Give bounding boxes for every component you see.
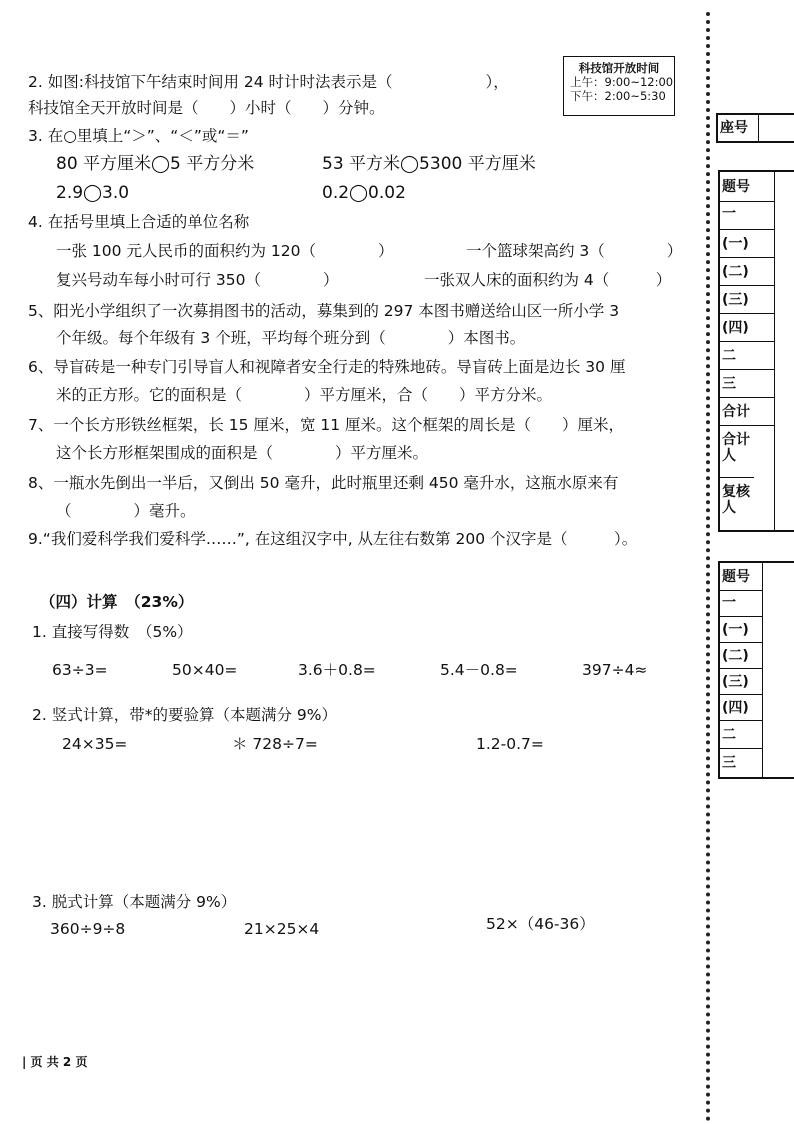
q2-line2: 科技馆全天开放时间是（ ）小时（ ）分钟。 bbox=[28, 99, 385, 117]
score-table-1-cell: (三) bbox=[720, 286, 774, 314]
score-table-1-cell: 合计人 bbox=[720, 426, 754, 478]
page-footer: | 页 共 2 页 bbox=[22, 1055, 88, 1069]
q6-line1: 6、导盲砖是一种专门引导盲人和视障者安全行走的特殊地砖。导盲砖上面是边长 30 厘 bbox=[28, 358, 626, 376]
score-table-2-cell: 二 bbox=[720, 721, 762, 749]
score-table-2-cell: (一) bbox=[720, 617, 762, 643]
calc2-item-3: 1.2-0.7= bbox=[476, 735, 544, 753]
calc1-item-5: 397÷4≈ bbox=[582, 661, 648, 679]
calc3-title: 3. 脱式计算（本题满分 9%） bbox=[32, 893, 237, 911]
score-table-2-cell: 一 bbox=[720, 591, 762, 617]
opening-hours-afternoon: 下午：2:00~5:30 bbox=[570, 89, 666, 103]
score-table-1 bbox=[718, 170, 794, 532]
score-table-1-cell: 三 bbox=[720, 370, 774, 398]
opening-hours-title: 科技馆开放时间 bbox=[578, 61, 660, 75]
seat-divider bbox=[758, 115, 759, 141]
score-table-2-cell: 三 bbox=[722, 755, 736, 771]
q4-item-1: 一张 100 元人民币的面积约为 120（ ） bbox=[56, 242, 394, 260]
calc2-item-1: 24×35= bbox=[62, 735, 128, 753]
q5-line1: 5、阳光小学组织了一次募捐图书的活动，募集到的 297 本图书赠送给山区一所小学 3 bbox=[28, 302, 620, 320]
q4-item-3: 复兴号动车每小时可行 350（ ） bbox=[56, 271, 339, 289]
calc1-item-2: 50×40= bbox=[172, 661, 238, 679]
binding-dotted-line bbox=[706, 12, 710, 1122]
calc3-item-1: 360÷9÷8 bbox=[50, 920, 126, 938]
q8-line1: 8、一瓶水先倒出一半后，又倒出 50 毫升，此时瓶里还剩 450 毫升水，这瓶水原来有 bbox=[28, 474, 619, 492]
score-table-1-cell: (四) bbox=[720, 314, 774, 342]
q7-line1: 7、一个长方形铁丝框架，长 15 厘米，宽 11 厘米。这个框架的周长是（ ）厘米， bbox=[28, 416, 625, 434]
q4-item-4: 一张双人床的面积约为 4（ ） bbox=[424, 271, 672, 289]
calc3-item-3: 52×（46-36） bbox=[486, 915, 595, 933]
score-table-1-cell: 复核人 bbox=[722, 484, 750, 516]
score-table-2 bbox=[718, 561, 794, 779]
q2-line1: 2. 如图:科技馆下午结束时间用 24 时计时法表示是（ ）， bbox=[28, 73, 509, 91]
q9-line1: 9.“我们爱科学我们爱科学……”, 在这组汉字中, 从左往右数第 200 个汉字是（ ）。 bbox=[28, 530, 638, 548]
q4-title: 4. 在括号里填上合适的单位名称 bbox=[28, 213, 250, 231]
score-table-2-cell: (二) bbox=[720, 643, 762, 669]
seat-number-label: 座号 bbox=[720, 120, 748, 136]
q4-item-2: 一个篮球架高约 3（ ） bbox=[466, 242, 683, 260]
score-table-1-cell: 题号 bbox=[720, 172, 774, 202]
score-table-1-cell: 合计 bbox=[720, 398, 774, 426]
score-table-1-divider bbox=[774, 172, 775, 530]
calc2-item-2: ＊ 728÷7= bbox=[232, 735, 318, 753]
score-table-2-cell: (三) bbox=[720, 669, 762, 695]
score-table-1-cell: 二 bbox=[720, 342, 774, 370]
calc3-item-2: 21×25×4 bbox=[244, 920, 320, 938]
q7-line2: 这个长方形框架围成的面积是（ ）平方厘米。 bbox=[56, 444, 429, 462]
calc1-item-4: 5.4－0.8= bbox=[440, 661, 518, 679]
score-table-2-cell: (四) bbox=[720, 695, 762, 721]
calc1-title: 1. 直接写得数 （5%） bbox=[32, 623, 193, 641]
score-table-1-cell: 一 bbox=[720, 202, 774, 230]
score-table-1-cell: (二) bbox=[720, 258, 774, 286]
score-table-2-divider bbox=[762, 563, 763, 777]
section4-title: （四）计算 （23%） bbox=[40, 593, 194, 611]
calc1-item-3: 3.6＋0.8= bbox=[298, 661, 376, 679]
q3-compare-3: 2.9◯3.0 bbox=[56, 183, 130, 203]
seat-number-box bbox=[716, 113, 794, 143]
q3-compare-1: 80 平方厘米◯5 平方分米 bbox=[56, 154, 255, 174]
calc2-title: 2. 竖式计算，带*的要验算（本题满分 9%） bbox=[32, 706, 337, 724]
q8-line2: （ ）毫升。 bbox=[56, 502, 196, 520]
calc1-item-1: 63÷3= bbox=[52, 661, 108, 679]
q3-title: 3. 在○里填上“＞”、“＜”或“＝” bbox=[28, 127, 249, 145]
q5-line2: 个年级。每个年级有 3 个班，平均每个班分到（ ）本图书。 bbox=[56, 329, 526, 347]
score-table-1-cell: (一) bbox=[720, 230, 774, 258]
opening-hours-box bbox=[563, 56, 675, 116]
q6-line2: 米的正方形。它的面积是（ ）平方厘米，合（ ）平方分米。 bbox=[56, 386, 553, 404]
q3-compare-2: 53 平方米◯5300 平方厘米 bbox=[322, 154, 536, 174]
q3-compare-4: 0.2◯0.02 bbox=[322, 183, 406, 203]
score-table-2-cell: 题号 bbox=[720, 563, 762, 591]
opening-hours-morning: 上午：9:00~12:00 bbox=[570, 75, 674, 89]
